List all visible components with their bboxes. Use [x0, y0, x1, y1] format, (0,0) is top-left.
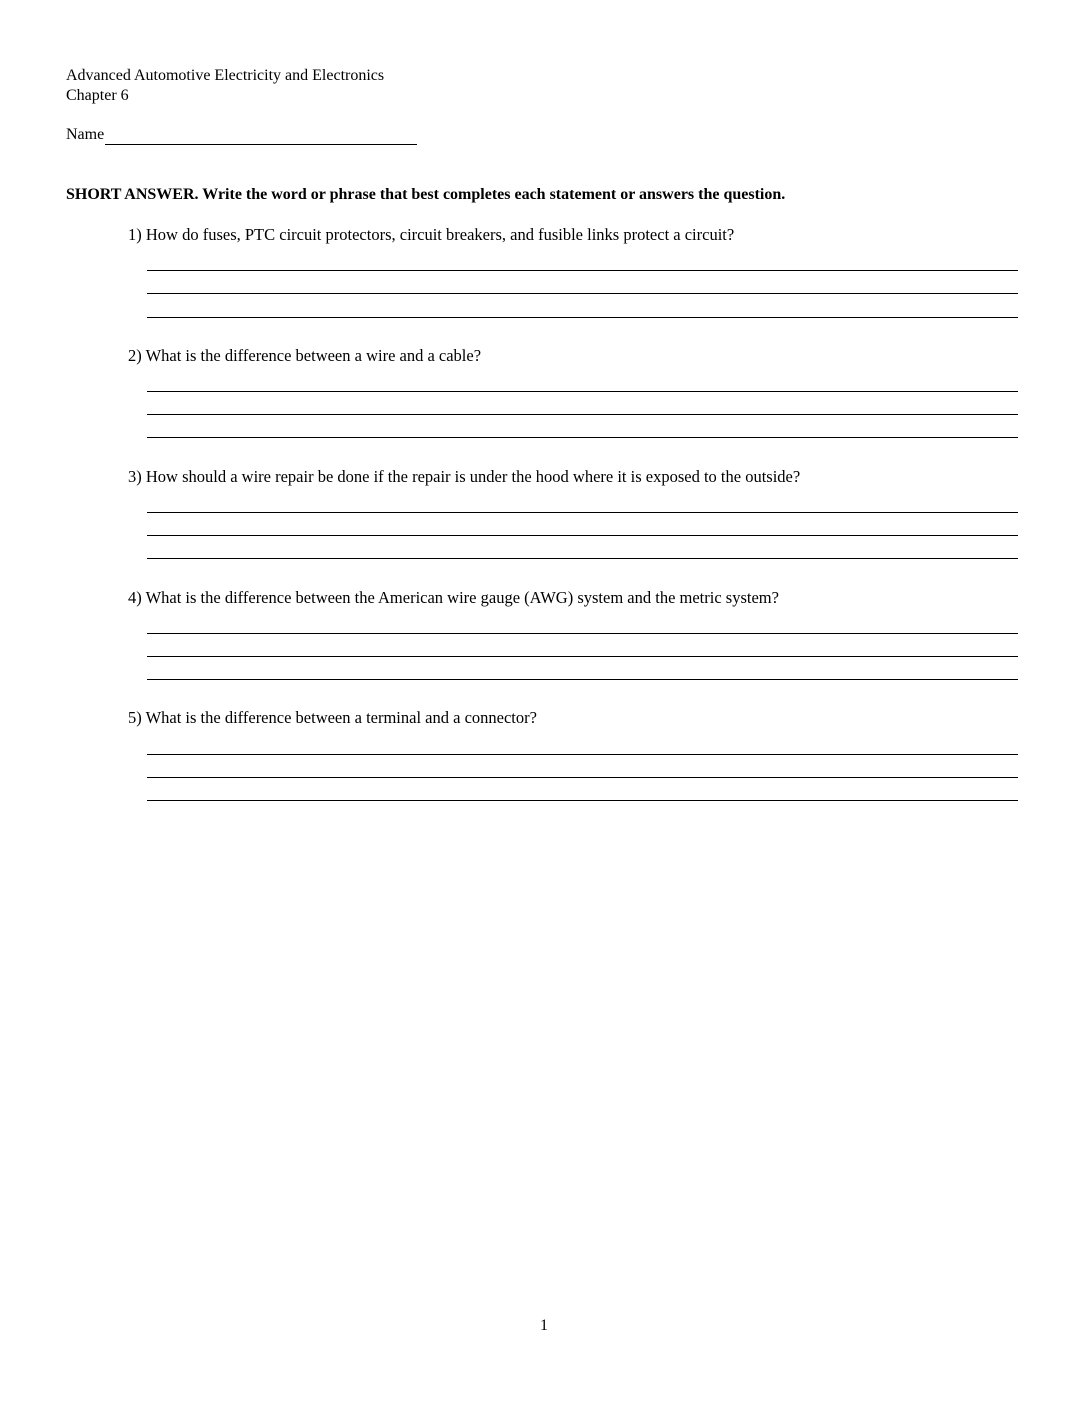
question-text: 1) How do fuses, PTC circuit protectors, circuit breakers, and fusible links protect a circuit?: [128, 225, 735, 244]
answer-line[interactable]: [147, 656, 1018, 657]
answer-line[interactable]: [147, 437, 1018, 438]
answer-line[interactable]: [147, 293, 1018, 294]
answer-line[interactable]: [147, 535, 1018, 536]
answer-line[interactable]: [147, 270, 1018, 271]
name-label: Name: [66, 126, 105, 143]
answer-line[interactable]: [147, 679, 1018, 680]
name-field[interactable]: [105, 126, 417, 145]
question-1: [128, 225, 1018, 245]
question-text: 3) How should a wire repair be done if the repair is under the hood where it is exposed to the outside?: [128, 467, 801, 486]
name-row: [66, 125, 417, 145]
question-2: [128, 346, 1018, 366]
answer-line[interactable]: [147, 414, 1018, 415]
answer-line[interactable]: [147, 633, 1018, 634]
answer-line[interactable]: [147, 800, 1018, 801]
chapter-label: Chapter 6: [66, 87, 129, 104]
question-text: 4) What is the difference between the American wire gauge (AWG) system and the metric system?: [128, 588, 779, 607]
answer-line[interactable]: [147, 754, 1018, 755]
question-3: [128, 467, 1018, 487]
question-5: [128, 708, 1018, 728]
course-title: Advanced Automotive Electricity and Electronics: [66, 67, 385, 84]
page-number: 1: [540, 1317, 548, 1334]
question-text: 5) What is the difference between a terminal and a connector?: [128, 708, 537, 727]
section-instructions: SHORT ANSWER. Write the word or phrase that best completes each statement or answers the question.: [66, 186, 786, 203]
answer-line[interactable]: [147, 512, 1018, 513]
answer-line[interactable]: [147, 391, 1018, 392]
answer-line[interactable]: [147, 777, 1018, 778]
answer-line[interactable]: [147, 558, 1018, 559]
answer-line[interactable]: [147, 317, 1018, 318]
question-4: [128, 588, 1018, 608]
question-text: 2) What is the difference between a wire and a cable?: [128, 346, 482, 365]
